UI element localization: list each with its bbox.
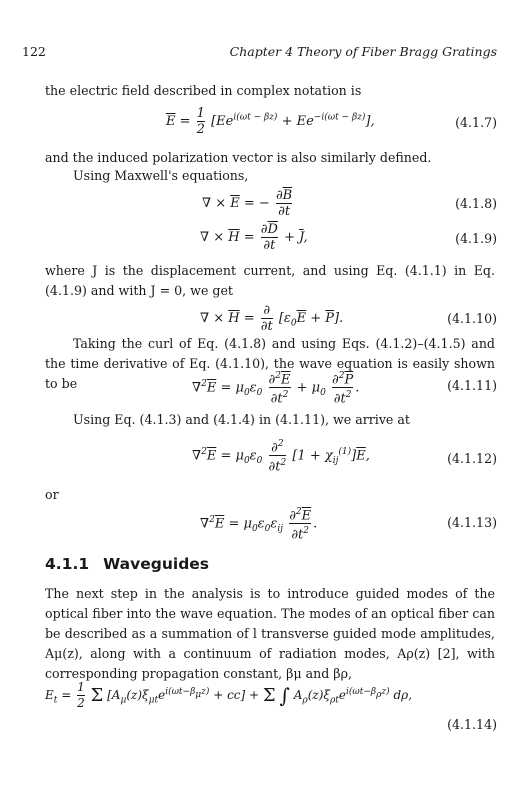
equation-4-1-9: ∇ × $\overline{H}$ = $\frac{\partial\overline{D}}{\partial t}$ + $\overline{J}$, <box>200 222 308 253</box>
equation-label: (4.1.8) <box>455 196 497 211</box>
equation-4-1-11: $\nabla^2\overline{E} = \mu_0\varepsilon_0$ $\frac{\partial^2\overline{E}}{\partial t^2}$ + $\mu_0$ $\frac{\partial^2\overline{P}}{\partial t^2}$ . <box>192 371 360 407</box>
equation-label: (4.1.7) <box>455 115 497 130</box>
running-title: Chapter 4 Theory of Fiber Bragg Gratings <box>229 44 497 59</box>
paragraph: or <box>45 487 59 502</box>
equation-label: (4.1.12) <box>447 451 497 466</box>
equation-label: (4.1.11) <box>447 378 497 393</box>
equation-label: (4.1.10) <box>447 311 497 326</box>
page-number: 122 <box>22 44 46 59</box>
paragraph: where J is the displacement current, and using Eq. (4.1.1) in Eq. (4.1.9) and with J = 0, we get <box>45 263 495 298</box>
paragraph: Using Maxwell's equations, <box>73 168 249 183</box>
paragraph: and the induced polarization vector is also similarly defined. <box>45 150 432 165</box>
paragraph: the electric field described in complex notation is <box>45 83 362 98</box>
paragraph: Taking the curl of Eq. (4.1.8) and using Eqs. (4.1.2)–(4.1.5) and the time derivative of Eq. (4.1.10), the wave equation is easily shown to be <box>45 336 495 391</box>
section-number: 4.1.1 <box>45 555 90 573</box>
paragraph: Using Eq. (4.1.3) and (4.1.4) in (4.1.11), we arrive at <box>73 412 410 427</box>
section-heading <box>45 555 209 573</box>
equation-label: (4.1.13) <box>447 515 497 530</box>
equation-4-1-7: $\overline{E}$ = $\frac{1}{2}$ $[Ee^{i(\omega t - \beta z)} + Ee^{-i(\omega t - \beta z)}]$, <box>166 106 375 137</box>
equation-4-1-12: $\nabla^2\overline{E} = \mu_0\varepsilon_0$ $\frac{\partial^2}{\partial t^2}$ $[1 + \chi_{ij}^{(1)}]\overline{E}$, <box>192 439 370 475</box>
equation-4-1-14: $E_t$ = $\frac{1}{2}$ Σ $[A_\mu(z)\xi_{\mu t}e^{i(\omega t-\beta_\mu z)} + cc] + \Sigma$ ∫ $A_\rho(z)\xi_{\rho t}e^{i(\omega t-\beta_\rho z)}$ dρ, <box>45 680 413 710</box>
paragraph: The next step in the analysis is to introduce guided modes of the optical fiber into the wave equation. The modes of an optical fiber can be described as a summation of l transverse guided mode amplitudes, Aμ(z), along with a continuum of radiation modes, Aρ(z) [2], with corresponding propagation constant, βμ and βρ, <box>45 586 495 681</box>
equation-4-1-10: ∇ × $\overline{H}$ = $\frac{\partial}{\partial t}$ $[\varepsilon_0\overline{E} + \overline{P}]$. <box>200 303 344 334</box>
equation-label: (4.1.9) <box>455 231 497 246</box>
equation-4-1-8: ∇ × $\overline{E}$ = − $\frac{\partial\overline{B}}{\partial t}$ <box>202 188 293 219</box>
section-title: Waveguides <box>103 555 210 573</box>
equation-4-1-13: $\nabla^2\overline{E} = \mu_0\varepsilon_0\varepsilon_{ij}$ $\frac{\partial^2\overline{E}}{\partial t^2}$ . <box>200 507 318 543</box>
equation-label: (4.1.14) <box>447 717 497 732</box>
